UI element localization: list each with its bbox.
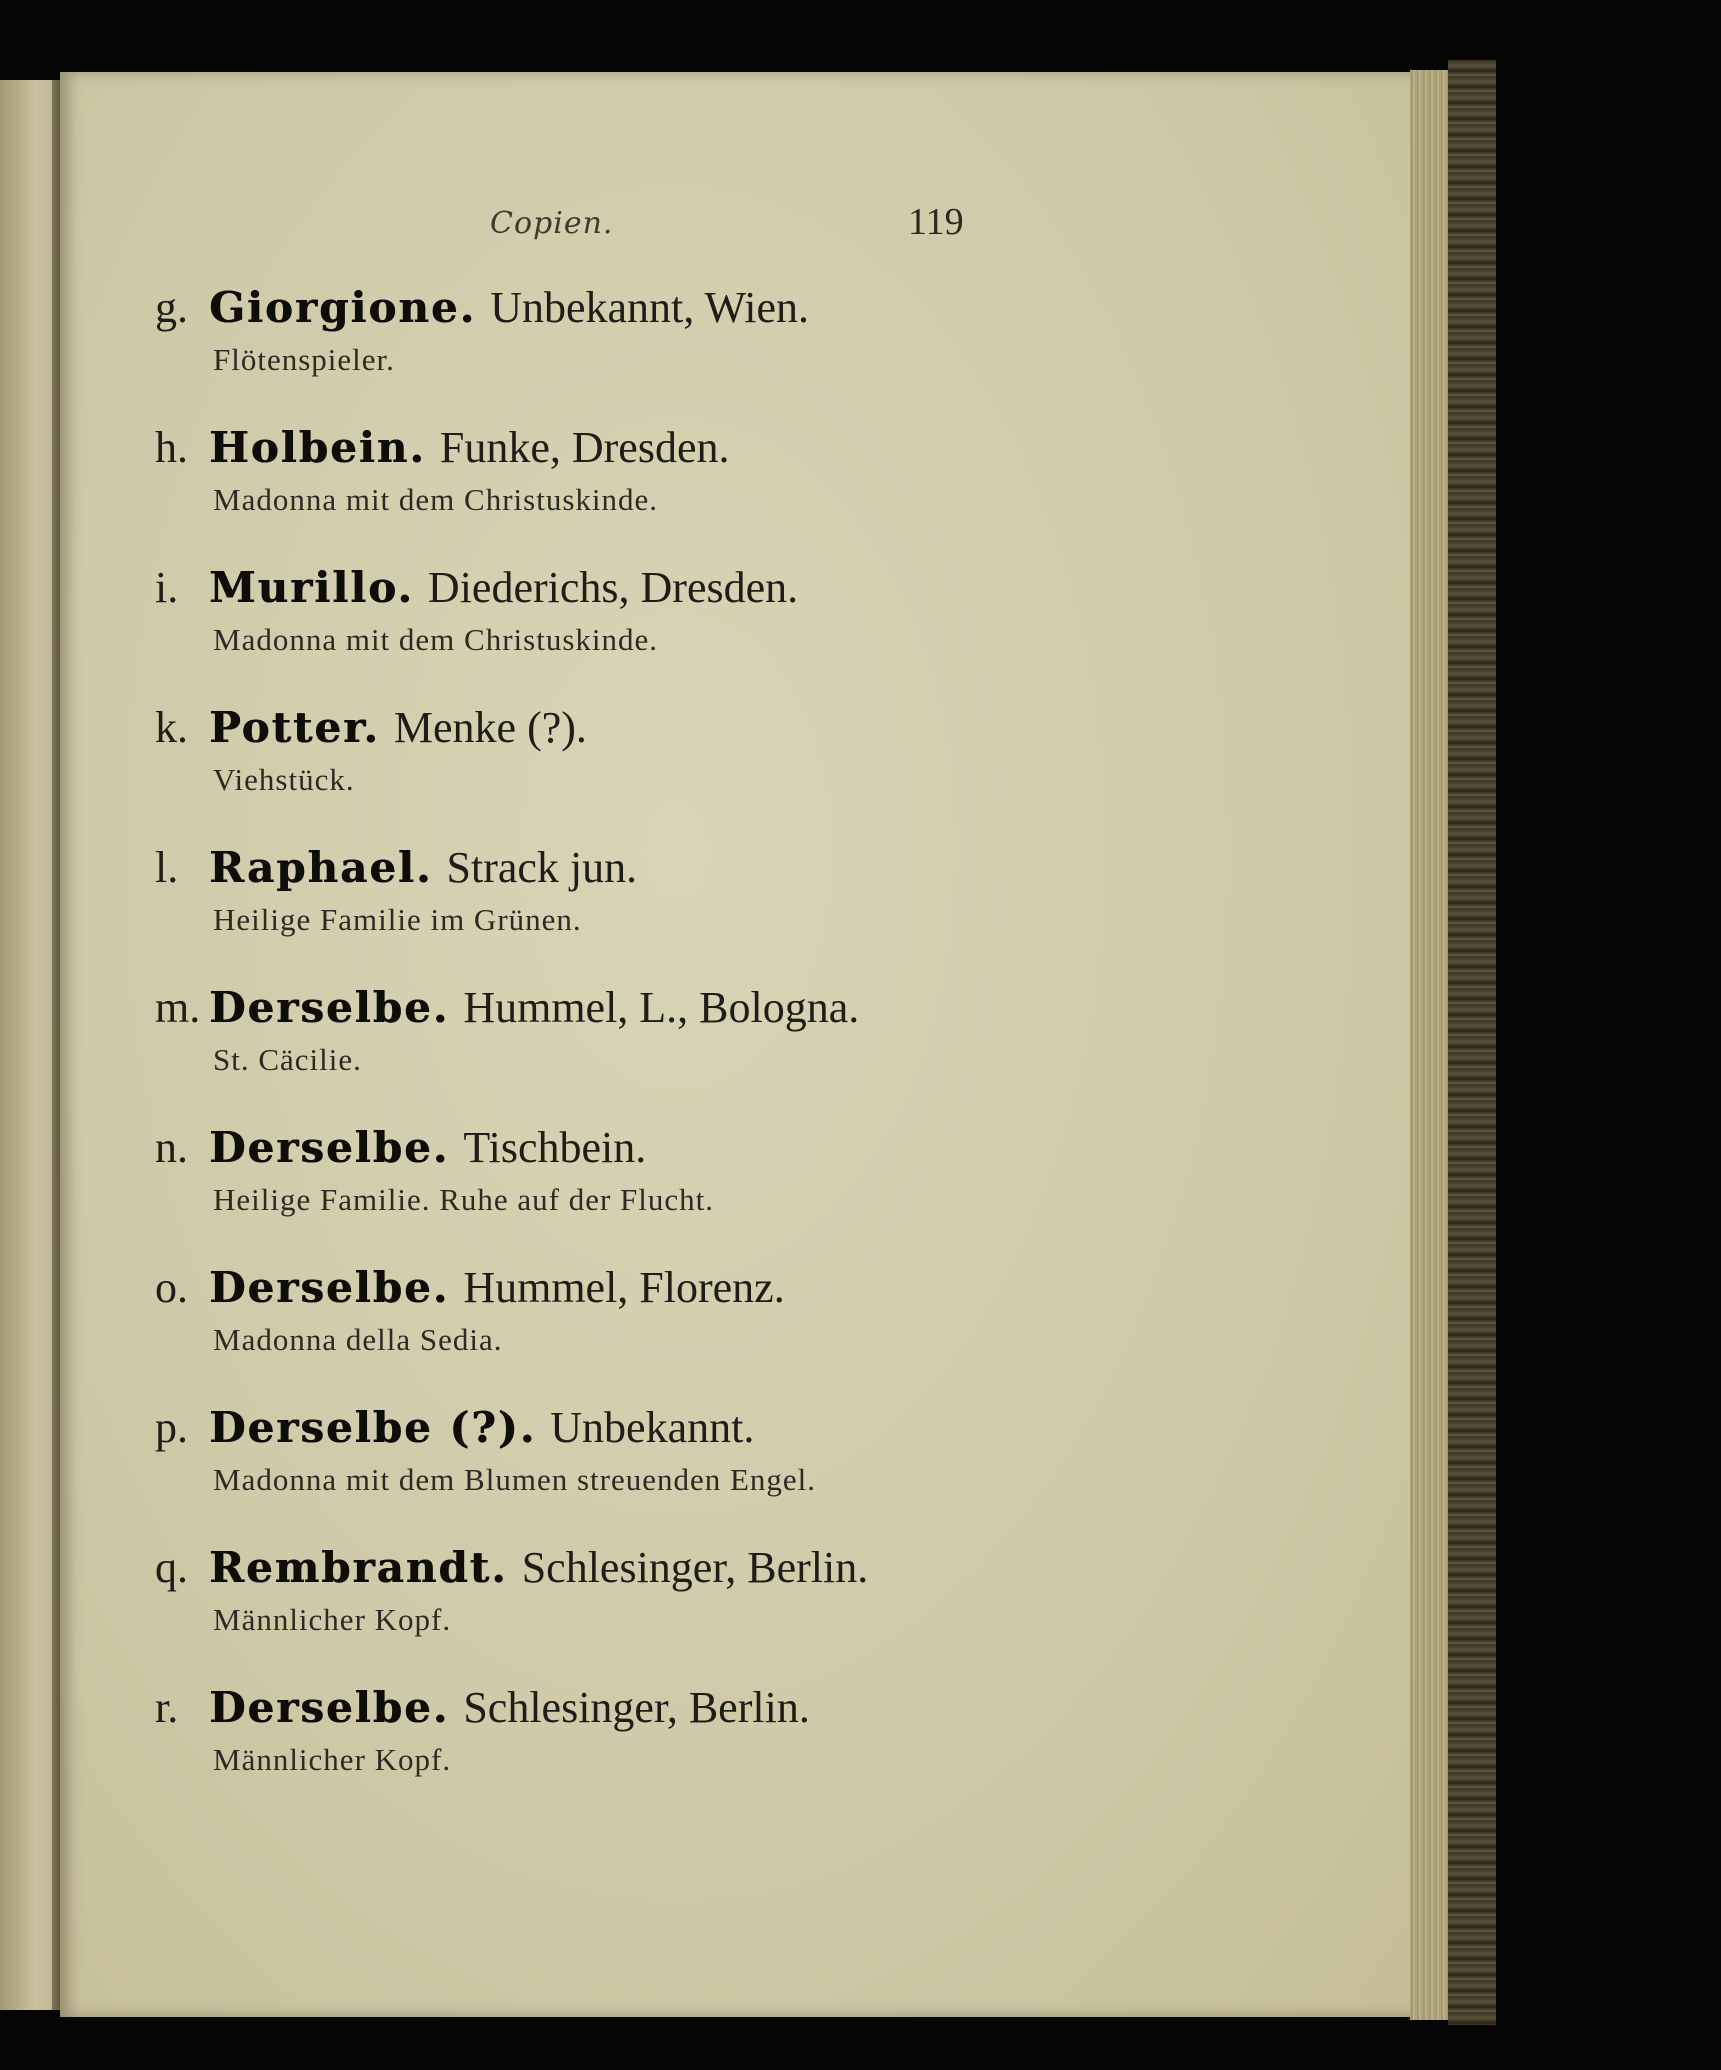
painting-subject: Madonna della Sedia. <box>213 1322 503 1357</box>
painting-subject: Viehstück. <box>213 762 355 797</box>
entry-heading <box>155 562 1355 614</box>
copyist-name: Unbekannt, Wien. <box>490 283 809 332</box>
entry-letter: i. <box>155 563 179 612</box>
entry-heading <box>155 282 1355 334</box>
entry-heading <box>155 1682 1355 1734</box>
catalog-entry <box>155 1262 1355 1360</box>
entry-letter: q. <box>155 1543 188 1592</box>
painting-subject: Madonna mit dem Blumen streuenden Engel. <box>213 1462 817 1497</box>
copyist-name: Hummel, Florenz. <box>463 1263 785 1312</box>
book-cover-edge <box>1448 60 1496 2025</box>
copyist-name: Schlesinger, Berlin. <box>463 1683 810 1732</box>
running-header: Copien. <box>490 206 614 241</box>
catalog-entry <box>155 282 1355 380</box>
entry-heading <box>155 842 1355 894</box>
entry-heading <box>155 982 1355 1034</box>
painting-subject: Männlicher Kopf. <box>213 1742 452 1777</box>
painting-subject: St. Cäcilie. <box>213 1042 362 1077</box>
painting-subject: Heilige Familie. Ruhe auf der Flucht. <box>213 1182 715 1217</box>
copyist-name: Menke (?). <box>393 703 587 752</box>
entry-letter: o. <box>155 1263 188 1312</box>
entry-heading <box>155 422 1355 474</box>
entry-letter: r. <box>155 1683 179 1732</box>
entry-letter: l. <box>155 843 179 892</box>
entry-letter: n. <box>155 1123 188 1172</box>
left-page-edge <box>0 80 60 2010</box>
artist-name: Derselbe (?). <box>209 1403 537 1452</box>
artist-name: Derselbe. <box>209 1683 450 1732</box>
entry-letter: g. <box>155 283 188 332</box>
artist-name: Derselbe. <box>209 1123 450 1172</box>
catalog-entry <box>155 982 1355 1080</box>
copyist-name: Unbekannt. <box>550 1403 755 1452</box>
artist-name: Potter. <box>209 703 380 752</box>
catalog-entry <box>155 1402 1355 1500</box>
catalog-entry <box>155 842 1355 940</box>
artist-name: Derselbe. <box>209 1263 450 1312</box>
painting-subject: Madonna mit dem Christuskinde. <box>213 482 659 517</box>
artist-name: Derselbe. <box>209 983 450 1032</box>
catalog-entry <box>155 1682 1355 1780</box>
catalog-entry <box>155 702 1355 800</box>
copyist-name: Strack jun. <box>446 843 638 892</box>
copyist-name: Hummel, L., Bologna. <box>463 983 860 1032</box>
artist-name: Murillo. <box>209 563 414 612</box>
artist-name: Raphael. <box>209 843 433 892</box>
catalog-entry <box>155 422 1355 520</box>
page-number: 119 <box>908 201 964 243</box>
catalog-entry <box>155 562 1355 660</box>
copyist-name: Schlesinger, Berlin. <box>521 1543 869 1592</box>
entry-heading <box>155 1402 1355 1454</box>
painting-subject: Männlicher Kopf. <box>213 1602 452 1637</box>
copyist-name: Funke, Dresden. <box>439 423 730 472</box>
entry-letter: h. <box>155 423 188 472</box>
entry-letter: p. <box>155 1403 188 1452</box>
entry-letter: k. <box>155 703 188 752</box>
artist-name: Holbein. <box>209 423 426 472</box>
painting-subject: Heilige Familie im Grünen. <box>213 902 582 937</box>
entry-heading <box>155 1542 1355 1594</box>
entry-letter: m. <box>155 983 201 1032</box>
entry-heading <box>155 702 1355 754</box>
entry-heading <box>155 1122 1355 1174</box>
catalog-entry <box>155 1542 1355 1640</box>
catalog-entry <box>155 1122 1355 1220</box>
artist-name: Rembrandt. <box>209 1543 508 1592</box>
page-stack-edges <box>1410 70 1450 2020</box>
painting-subject: Madonna mit dem Christuskinde. <box>213 622 659 657</box>
painting-subject: Flötenspieler. <box>213 342 395 377</box>
entry-heading <box>155 1262 1355 1314</box>
copyist-name: Diederichs, Dresden. <box>427 563 799 612</box>
artist-name: Giorgione. <box>209 283 477 332</box>
copyist-name: Tischbein. <box>463 1123 647 1172</box>
